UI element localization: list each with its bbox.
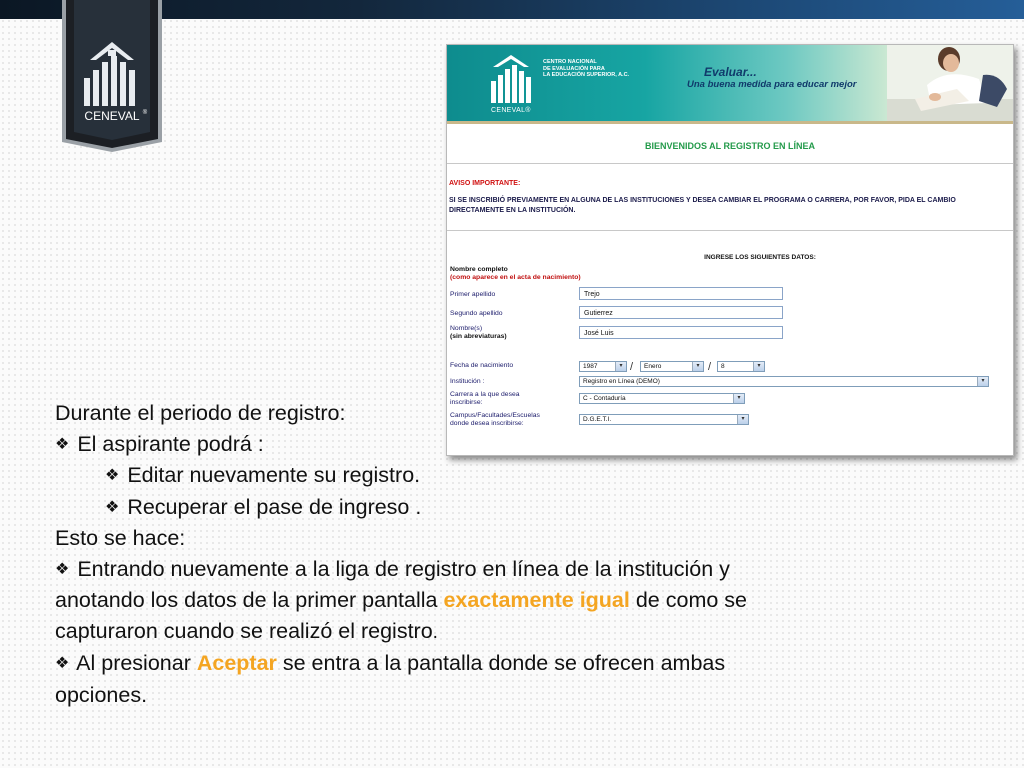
sub-bullet-edit: ❖ Editar nuevamente su registro. <box>105 463 421 487</box>
diamond-bullet-icon: ❖ <box>55 560 70 578</box>
highlight-accept: Aceptar <box>196 651 277 675</box>
ceneval-mini-logo <box>485 53 537 111</box>
ceneval-logo <box>62 0 162 152</box>
svg-text:CENEVAL: CENEVAL <box>84 109 140 123</box>
student-photo <box>887 45 1013 121</box>
registration-screenshot <box>446 44 1014 456</box>
notice-body: SI SE INSCRIBIÓ PREVIAMENTE EN ALGUNA DE LAS INSTITUCIONES Y DESEA CAMBIAR EL PROGRAMA O CARRERA, POR FAVOR, PIDA EL CAMBIO DIRECTAMENTE EN LA INSTITUCIÓN. <box>449 197 956 214</box>
bullet-accept: ❖ Al presionar Aceptar se entra a la pantalla donde se ofrecen ambas <box>55 651 726 675</box>
chevron-down-icon: ▾ <box>737 415 748 424</box>
diamond-bullet-icon: ❖ <box>105 467 120 484</box>
birth-year-select[interactable]: 1987 ▾ <box>579 361 627 372</box>
diamond-bullet-icon: ❖ <box>105 498 120 516</box>
birth-day-select[interactable]: 8 ▾ <box>717 361 765 372</box>
institution-label: Institución : <box>450 378 485 385</box>
slogan-subtitle: Una buena medida para educar mejor <box>687 79 857 90</box>
entering-continued: anotando los datos de la primer pantalla exactamente igual de como se <box>55 588 747 612</box>
institution-select[interactable]: Registro en Línea (DEMO) ▾ <box>579 376 989 387</box>
svg-text:®: ® <box>142 110 148 116</box>
chevron-down-icon: ▾ <box>615 362 626 371</box>
birth-month-select[interactable]: Enero ▾ <box>640 361 704 372</box>
names-input[interactable]: José Luis <box>579 326 783 339</box>
welcome-title: BIENVENIDOS AL REGISTRO EN LÍNEA <box>644 141 816 151</box>
campus-label: Campus/Facultades/Escuelas donde desea inscribirse: <box>450 412 540 427</box>
second-surname-input[interactable]: Gutierrez <box>579 306 783 319</box>
intro-line: Durante el periodo de registro: <box>55 401 346 425</box>
divider <box>447 163 1013 164</box>
career-select[interactable]: C - Contaduría ▾ <box>579 393 745 404</box>
entering-end: capturaron cuando se realizó el registro. <box>55 618 438 643</box>
divider <box>447 230 1013 231</box>
diamond-bullet-icon: ❖ <box>55 435 70 453</box>
screenshot-org-short: CENEVAL® <box>491 107 531 114</box>
second-surname-label: Segundo apellido <box>450 310 503 317</box>
screenshot-org-name: CENTRO NACIONAL DE EVALUACIÓN PARA LA EDUCACIÓN SUPERIOR, A.C. <box>543 59 630 78</box>
birth-date-label: Fecha de nacimiento <box>450 362 514 369</box>
slogan-title: Evaluar... <box>704 65 757 79</box>
highlight-exactly-equal: exactamente igual <box>443 588 630 612</box>
chevron-down-icon: ▾ <box>753 362 764 371</box>
full-name-label: Nombre completo <box>450 266 508 273</box>
accept-end: opciones. <box>55 682 148 707</box>
bullet-entering: ❖ Entrando nuevamente a la liga de registro en línea de la institución y <box>55 556 730 581</box>
sub-bullet-recover: ❖ Recuperar el pase de ingreso . <box>105 494 422 519</box>
how-line: Esto se hace: <box>55 526 186 550</box>
first-surname-label: Primer apellido <box>450 291 496 298</box>
campus-select[interactable]: D.G.E.T.I. ▾ <box>579 414 749 425</box>
notice-title: AVISO IMPORTANTE: <box>449 180 521 187</box>
names-hint: (sin abreviaturas) <box>450 333 507 340</box>
names-label: Nombre(s) <box>450 325 483 332</box>
date-separator: / <box>708 361 712 373</box>
chevron-down-icon: ▾ <box>977 377 988 386</box>
bullet-aspirant: ❖ El aspirante podrá : <box>55 431 264 456</box>
career-label: Carrera a la que desea inscribirse: <box>450 391 520 406</box>
first-surname-input[interactable]: Trejo <box>579 287 783 300</box>
diamond-bullet-icon: ❖ <box>55 655 70 672</box>
chevron-down-icon: ▾ <box>733 394 744 403</box>
chevron-down-icon: ▾ <box>692 362 703 371</box>
date-separator: / <box>630 361 634 373</box>
header-divider <box>447 121 1013 124</box>
form-heading: INGRESE LOS SIGUIENTES DATOS: <box>704 254 816 261</box>
slide-body <box>55 398 935 710</box>
full-name-hint: (como aparece en el acta de nacimiento) <box>450 274 581 281</box>
